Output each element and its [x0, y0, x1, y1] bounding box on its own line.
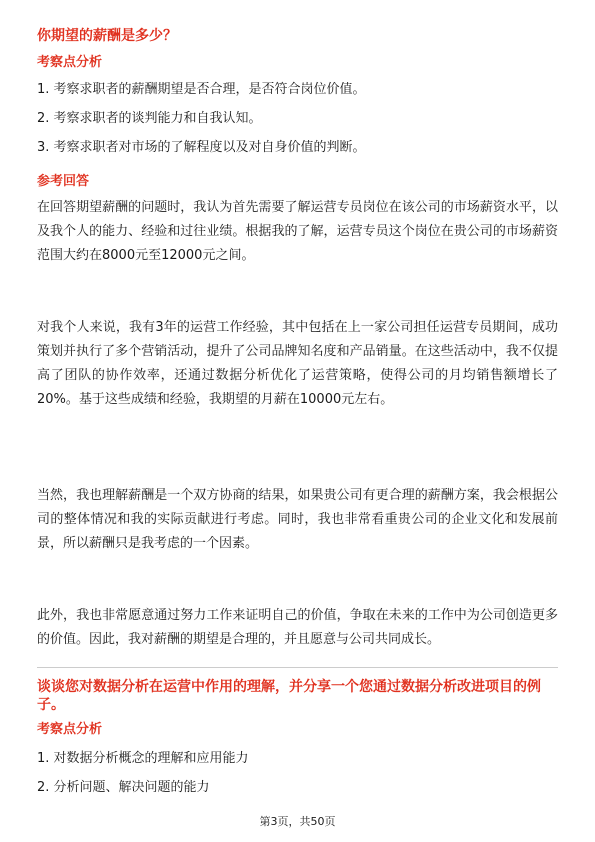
- question-1-title: 你期望的薪酬是多少？: [37, 28, 177, 44]
- page-number: 第3页，共50页: [259, 815, 336, 828]
- question-1-analysis-item: 2. 考察求职者的谈判能力和自我认知。: [37, 111, 262, 126]
- answer-paragraph: 此外，我也非常愿意通过努力工作来证明自己的价值，争取在未来的工作中为公司创造更多的价值。因此，我对薪酬的期望是合理的，并且愿意与公司共同成长。: [37, 608, 558, 647]
- question-2-analysis-item: 1. 对数据分析概念的理解和应用能力: [37, 751, 249, 766]
- question-1-analysis-item: 1. 考察求职者的薪酬期望是否合理，是否符合岗位价值。: [37, 82, 366, 97]
- section-divider: [37, 667, 558, 668]
- question-2-title: 谈谈您对数据分析在运营中作用的理解，并分享一个您通过数据分析改进项目的例子。: [37, 679, 541, 713]
- question-1-analysis-label: 考察点分析: [37, 55, 103, 70]
- answer-paragraph: 在回答期望薪酬的问题时，我认为首先需要了解运营专员岗位在该公司的市场薪资水平，以及我个人的能力、经验和过往业绩。根据我的了解，运营专员这个岗位在贵公司的市场薪资范围大约在8000元至12000元之间。: [37, 200, 558, 263]
- question-1-analysis-item: 3. 考察求职者对市场的了解程度以及对自身价值的判断。: [37, 140, 366, 155]
- answer-paragraph: 当然，我也理解薪酬是一个双方协商的结果，如果贵公司有更合理的薪酬方案，我会根据公司的整体情况和我的实际贡献进行考虑。同时，我也非常看重贵公司的企业文化和发展前景，所以薪酬只是我考虑的一个因素。: [37, 488, 558, 551]
- question-2-analysis-item: 2. 分析问题、解决问题的能力: [37, 780, 210, 795]
- question-1-answer-label: 参考回答: [37, 174, 90, 189]
- answer-paragraph: 对我个人来说，我有3年的运营工作经验，其中包括在上一家公司担任运营专员期间，成功策划并执行了多个营销活动，提升了公司品牌知名度和产品销量。在这些活动中，我不仅提高了团队的协作效率，还通过数据分析优化了运营策略，使得公司的月均销售额增长了20%。基于这些成绩和经验，我期望的月薪在10000元左右。: [37, 320, 558, 407]
- question-2-analysis-label: 考察点分析: [37, 722, 103, 737]
